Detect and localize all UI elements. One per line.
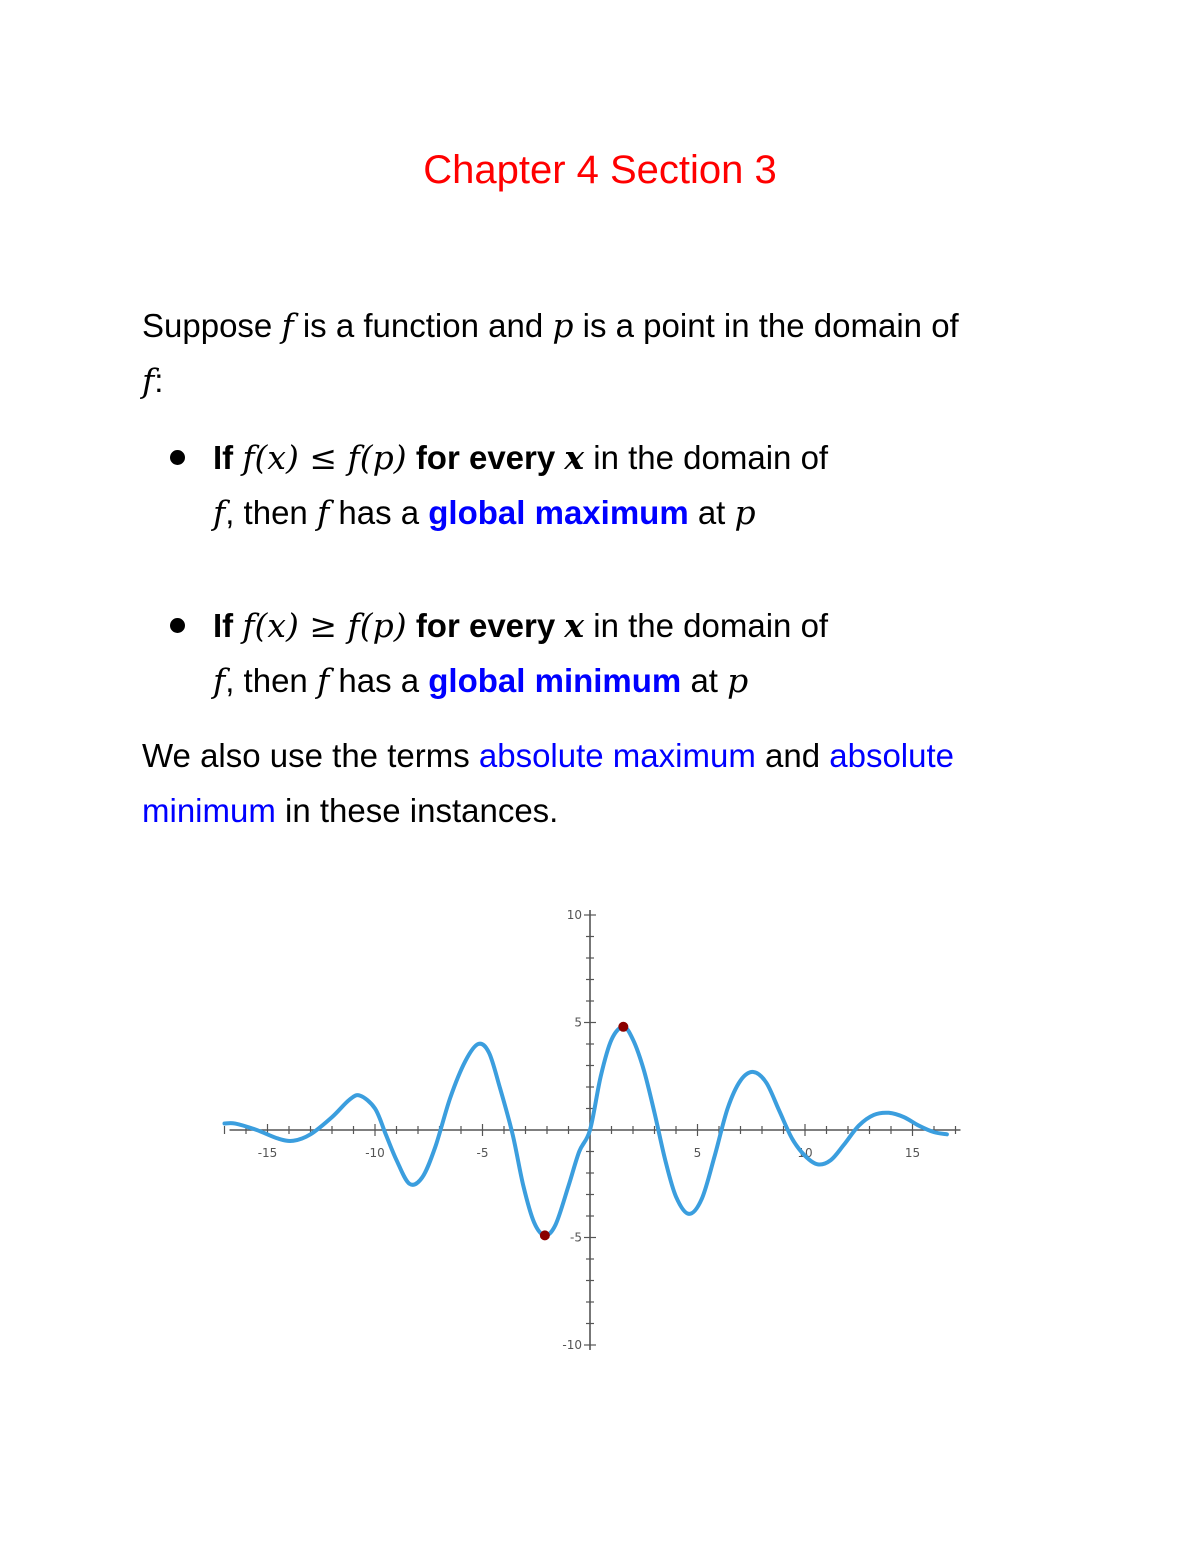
x-tick-label: -5 — [476, 1146, 489, 1160]
intro-text-3: is a point in the domain of — [582, 307, 959, 344]
has-a-text: has a — [338, 494, 420, 531]
absolute-minimum-term-part2: minimum — [142, 792, 276, 829]
then-text: , then — [225, 494, 308, 531]
math-f: f — [281, 306, 294, 345]
for-every-label: for every — [415, 607, 556, 644]
in-domain-text: in the domain of — [593, 607, 829, 644]
y-tick-label: 10 — [566, 908, 582, 922]
x-tick-label: 15 — [904, 1146, 921, 1160]
x-tick-label: -15 — [257, 1146, 278, 1160]
closing-and: and — [765, 737, 821, 774]
x-tick-label: 10 — [797, 1146, 813, 1160]
global-maximum-term: global maximum — [428, 494, 689, 531]
math-f: f — [213, 493, 226, 532]
at-text: at — [690, 662, 718, 699]
intro-text-1: Suppose — [142, 307, 273, 344]
closing-text-2: in these instances. — [285, 792, 559, 829]
global-minimum-point — [540, 1230, 550, 1240]
intro-colon: : — [154, 362, 164, 399]
for-every-label: for every — [415, 439, 556, 476]
closing-text-1: We also use the terms — [142, 737, 470, 774]
x-tick-label: -10 — [365, 1146, 385, 1160]
if-label: If — [213, 439, 234, 476]
math-p: p — [552, 306, 574, 345]
at-text: at — [697, 494, 726, 531]
math-p: p — [734, 493, 756, 532]
math-p: p — [727, 661, 749, 700]
extrema-points — [540, 1022, 628, 1241]
has-a-text: has a — [338, 662, 420, 699]
absolute-maximum-term: absolute maximum — [478, 737, 756, 774]
absolute-minimum-term-part1: absolute — [829, 737, 954, 774]
page-title: Chapter 4 Section 3 — [423, 148, 777, 192]
in-domain-text: in the domain of — [593, 439, 829, 476]
math-f: f — [142, 361, 155, 400]
axes — [230, 910, 961, 1350]
intro-text-2: is a function and — [302, 307, 544, 344]
math-f: f — [213, 661, 226, 700]
global-minimum-term: global minimum — [428, 662, 682, 699]
math-f: f — [316, 661, 330, 700]
inequality-expr: f(x) ≥ f(p) — [242, 606, 407, 645]
then-text: , then — [225, 662, 308, 699]
y-tick-label: 5 — [574, 1015, 582, 1030]
function-curve — [225, 1027, 947, 1236]
y-tick-label: -10 — [562, 1338, 582, 1352]
global-maximum-point — [618, 1022, 628, 1032]
y-tick-label: -5 — [570, 1230, 582, 1245]
math-x: x — [564, 606, 585, 645]
math-f: f — [316, 493, 330, 532]
if-label: If — [213, 607, 234, 644]
inequality-expr: f(x) ≤ f(p) — [242, 438, 407, 477]
math-x: x — [564, 438, 585, 477]
x-tick-label: 5 — [693, 1146, 702, 1160]
